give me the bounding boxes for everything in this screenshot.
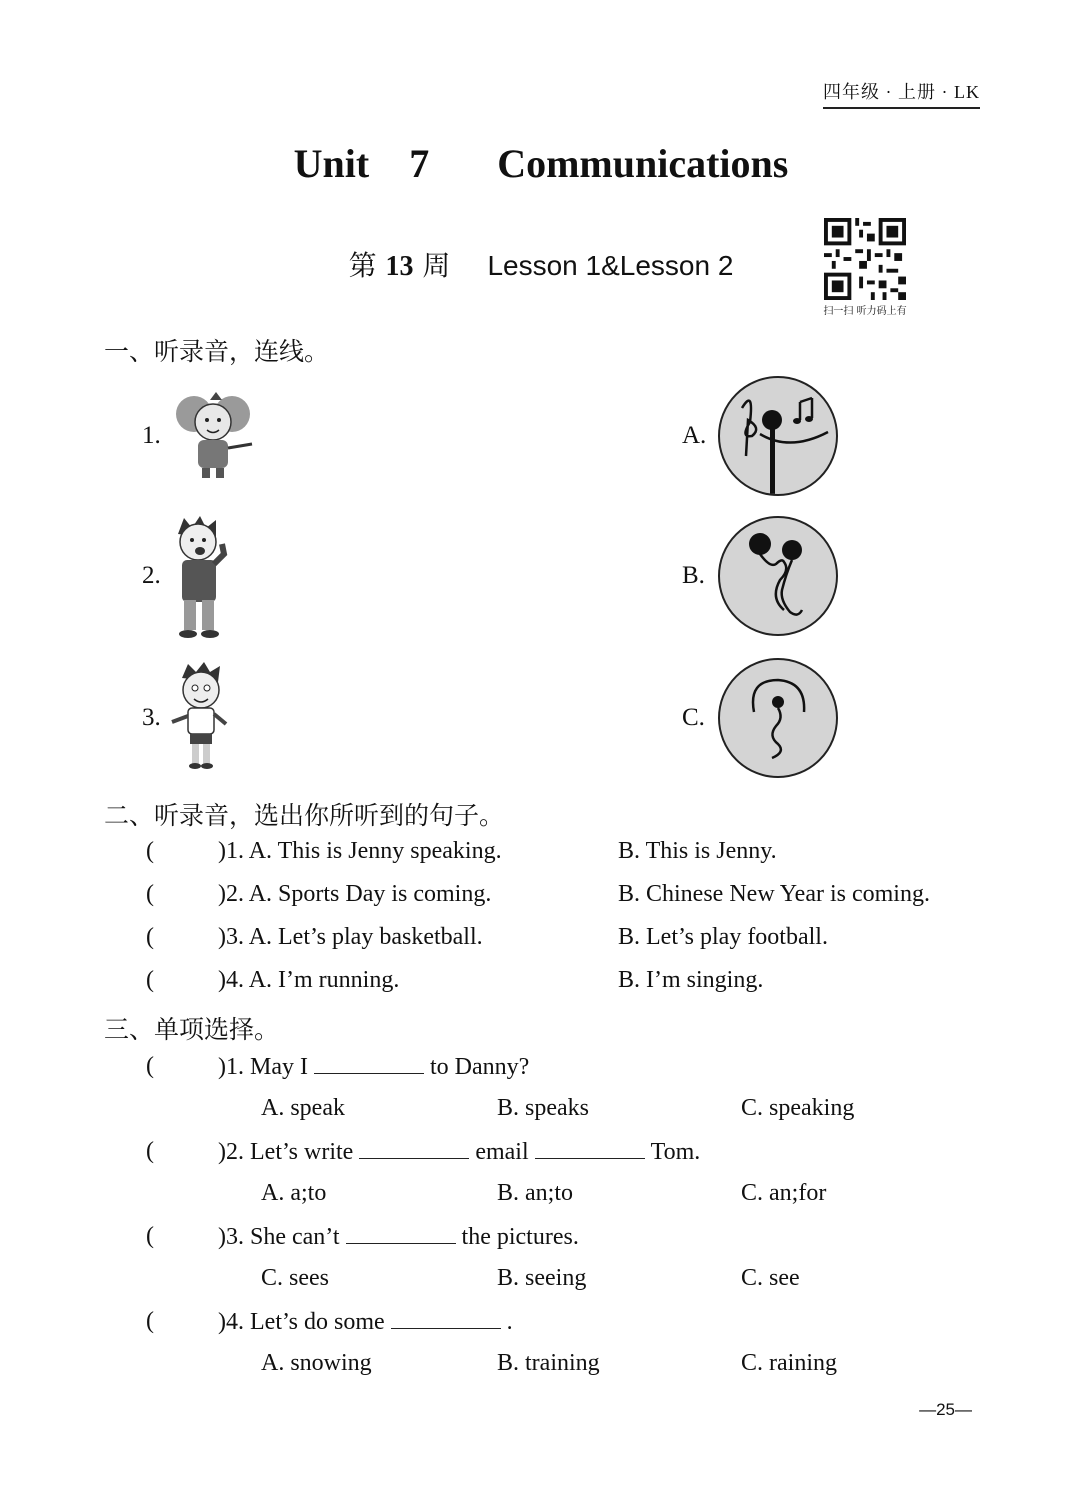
match-left-label: 3. (142, 704, 161, 731)
answer-paren[interactable]: ( (146, 1138, 154, 1164)
one-ball-icon[interactable] (718, 658, 838, 778)
week-heading (0, 244, 1082, 284)
music-singing-icon[interactable] (718, 376, 838, 496)
unit-number: Unit 7 (293, 141, 430, 186)
answer-paren[interactable]: ( (146, 1053, 154, 1079)
section3-title: 三、单项选择。 (104, 1015, 280, 1044)
option-b: B. This is Jenny. (618, 838, 777, 864)
match-right-label: B. (682, 562, 705, 589)
choice-c: C. speaking (741, 1095, 855, 1121)
section2-title: 二、听录音，选出你所听到的句子。 (104, 801, 505, 830)
answer-paren[interactable]: ( (146, 1308, 154, 1334)
answer-paren[interactable]: ( (146, 881, 154, 907)
match-left-label: 2. (142, 562, 161, 589)
choice-a: A. a;to (261, 1180, 327, 1206)
qr-code-icon[interactable] (824, 218, 906, 300)
option-b: B. Chinese New Year is coming. (618, 881, 930, 907)
grade-label: 四年级 · 上册 · LK (823, 78, 980, 109)
answer-blank[interactable] (359, 1138, 469, 1159)
answer-blank[interactable] (535, 1138, 645, 1159)
choice-b: B. seeing (497, 1265, 587, 1291)
match-right-label: A. (682, 422, 707, 449)
page-number: —25— (919, 1400, 972, 1419)
lesson-label: Lesson 1&Lesson 2 (487, 250, 734, 281)
question-item: )1. May I to Danny? (218, 1054, 530, 1080)
unit-title (0, 140, 1082, 187)
answer-blank[interactable] (314, 1053, 424, 1074)
choice-b: B. an;to (497, 1180, 573, 1206)
choice-b: B. training (497, 1350, 600, 1376)
answer-paren[interactable]: ( (146, 967, 154, 993)
match-right-label: C. (682, 704, 705, 731)
answer-paren[interactable]: ( (146, 838, 154, 864)
question-item: )3. She can’t the pictures. (218, 1224, 579, 1250)
option-b: B. I’m singing. (618, 967, 764, 993)
answer-paren[interactable]: ( (146, 1223, 154, 1249)
answer-blank[interactable] (346, 1223, 456, 1244)
option-b: B. Let’s play football. (618, 924, 828, 950)
choice-a: C. sees (261, 1265, 329, 1291)
girl-talking-illustration (172, 388, 264, 480)
question-item: )1. A. This is Jenny speaking. (218, 838, 502, 864)
answer-paren[interactable]: ( (146, 924, 154, 950)
week-label: 第 13 周 (348, 249, 451, 282)
choice-c: C. raining (741, 1350, 837, 1376)
choice-a: A. speak (261, 1095, 345, 1121)
two-balls-icon[interactable] (718, 516, 838, 636)
choice-b: B. speaks (497, 1095, 589, 1121)
question-item: )3. A. Let’s play basketball. (218, 924, 483, 950)
answer-blank[interactable] (391, 1308, 501, 1329)
boy-on-phone-illustration (164, 514, 236, 640)
section1-title: 一、听录音，连线。 (104, 337, 330, 366)
choice-c: C. see (741, 1265, 800, 1291)
unit-name: Communications (497, 141, 789, 186)
boy-waving-illustration (168, 662, 234, 770)
question-item: )2. A. Sports Day is coming. (218, 881, 492, 907)
match-left-label: 1. (142, 422, 161, 449)
choice-c: C. an;for (741, 1180, 827, 1206)
question-item: )4. A. I’m running. (218, 967, 400, 993)
question-item: )4. Let’s do some . (218, 1309, 513, 1335)
question-item: )2. Let’s write email Tom. (218, 1139, 701, 1165)
qr-caption: 扫一扫 听力码上有 (823, 306, 907, 317)
choice-a: A. snowing (261, 1350, 372, 1376)
